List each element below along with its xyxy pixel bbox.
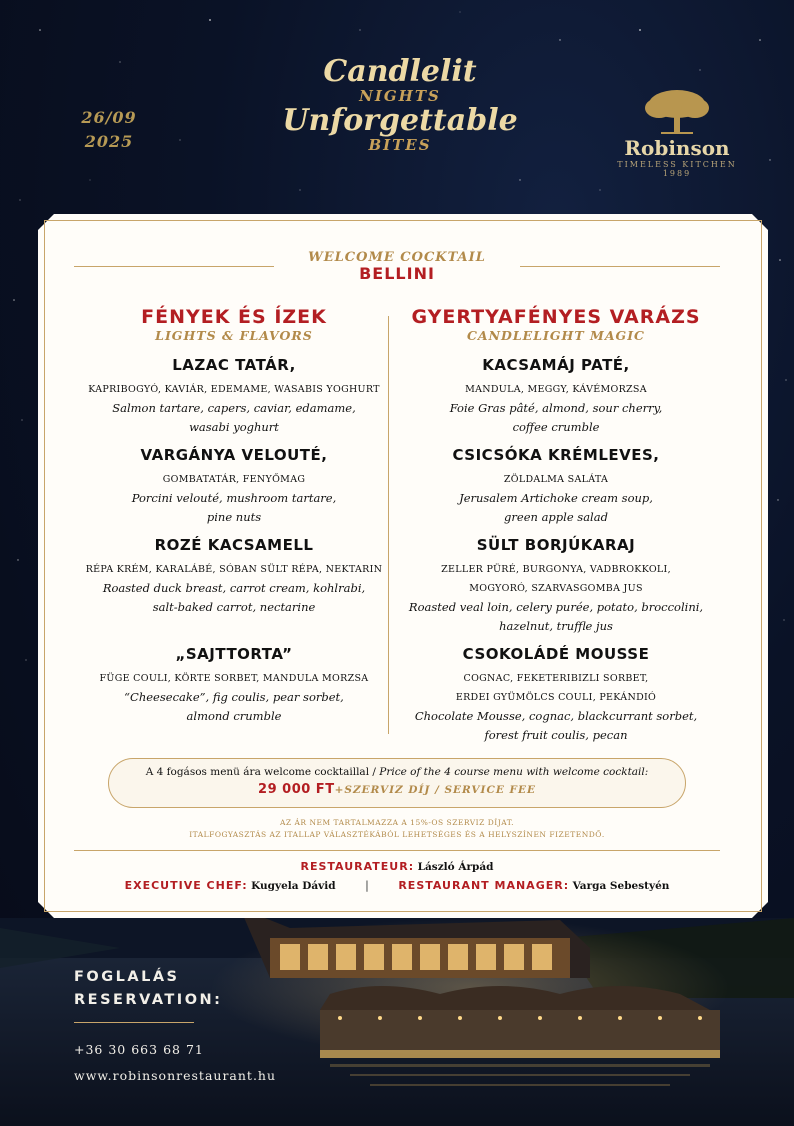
dish-ingredients: ERDEI GYÜMÖLCS COULI, PEKÁNDIÓ [455, 692, 657, 703]
menu-dish [398, 354, 714, 437]
menu-dish [398, 444, 714, 527]
menu-column-right [398, 306, 714, 356]
reservation-phone[interactable]: +36 30 663 68 71 [74, 1042, 204, 1057]
menu-dish [398, 643, 714, 745]
staff-divider [74, 850, 720, 851]
reservation-block [74, 966, 277, 1089]
price-box [108, 758, 686, 808]
dish-english: Foie Gras pâté, almond, sour cherry, [449, 401, 663, 415]
column-subtitle: LIGHTS & FLAVORS [155, 328, 313, 343]
menu-column-left [76, 306, 392, 356]
logo-tagline: TIMELESS KITCHEN [617, 160, 737, 169]
dish-english: salt-baked carrot, nectarine [152, 600, 316, 614]
logo-name: Robinson [624, 136, 730, 160]
reservation-title-en: RESERVATION: [74, 992, 223, 1008]
event-date [74, 106, 144, 154]
dish-english: Chocolate Mousse, cognac, blackcurrant sorbet, [414, 709, 698, 723]
chef-role: EXECUTIVE CHEF: [124, 879, 248, 892]
dish-name: SÜLT BORJÚKARAJ [476, 536, 636, 554]
dish-english: Roasted duck breast, carrot cream, kohlrabi, [102, 581, 366, 595]
restaurateur-name: László Árpád [417, 861, 494, 873]
title-bites: BITES [368, 136, 432, 154]
welcome-cocktail [100, 250, 694, 283]
dish-english: Roasted veal loin, celery purée, potato, broccolini, [408, 600, 704, 614]
reservation-divider [74, 1022, 194, 1023]
dish-name: „SAJTTORTA” [175, 645, 293, 663]
welcome-cocktail-label: WELCOME COCKTAIL [308, 250, 486, 265]
drinks-note: ITALFOGYASZTÁS AZ ITALLAP VÁLASZTÉKÁBÓL LEHETSÉGES ÉS A HELYSZÍNEN FIZETENDŐ. [189, 830, 605, 839]
dish-english: hazelnut, truffle jus [499, 619, 613, 633]
dish-english: Jerusalem Artichoke cream soup, [459, 491, 653, 505]
dish-english: wasabi yoghurt [189, 420, 279, 434]
menu-dish [76, 444, 392, 527]
price-amount-line [109, 780, 685, 800]
dish-ingredients: FÜGE COULI, KÖRTE SORBET, MANDULA MORZSA [99, 673, 369, 684]
staff-restaurateur [60, 858, 734, 876]
event-date-year: 2025 [84, 132, 134, 151]
restaurant-logo [602, 86, 752, 178]
menu-dish [76, 534, 392, 617]
tree-icon [637, 86, 717, 136]
service-fee: +SZERVIZ DÍJ / SERVICE FEE [334, 784, 536, 796]
dish-ingredients: COGNAC, FEKETERIBIZLI SORBET, [463, 673, 649, 684]
event-date-day: 26/09 [81, 108, 137, 127]
dish-ingredients: MOGYORÓ, SZARVASGOMBA JUS [469, 583, 643, 594]
dish-ingredients: ZELLER PÜRÉ, BURGONYA, VADBROKKOLI, [441, 564, 671, 575]
reservation-title-hu: FOGLALÁS [74, 969, 180, 985]
event-title [250, 56, 550, 154]
price-amount: 29 000 FT [258, 782, 335, 797]
dish-english: green apple salad [504, 510, 608, 524]
title-nights: NIGHTS [359, 87, 441, 105]
column-subtitle: CANDLELIGHT MAGIC [466, 328, 645, 343]
logo-year: 1989 [662, 169, 692, 178]
chef-name: Kugyela Dávid [251, 880, 336, 892]
staff-separator: | [365, 879, 369, 892]
dish-name: VARGÁNYA VELOUTÉ, [140, 446, 328, 464]
staff-chef-manager [60, 877, 734, 895]
dish-ingredients: MANDULA, MEGGY, KÁVÉMORZSA [465, 384, 647, 395]
dish-ingredients: GOMBATATÁR, FENYŐMAG [162, 474, 306, 485]
title-candlelit: Candlelit [323, 54, 477, 89]
column-title: FÉNYEK ÉS ÍZEK [141, 306, 327, 328]
dish-english: coffee crumble [512, 420, 600, 434]
dish-name: CSOKOLÁDÉ MOUSSE [462, 645, 650, 663]
dish-english: pine nuts [206, 510, 262, 524]
restaurateur-role: RESTAURATEUR: [300, 860, 415, 873]
title-unforgettable: Unforgettable [282, 103, 518, 138]
welcome-cocktail-drink: BELLINI [359, 264, 435, 283]
dish-english: “Cheesecake”, fig coulis, pear sorbet, [124, 690, 344, 704]
dish-english: forest fruit coulis, pecan [484, 728, 628, 742]
manager-name: Varga Sebestyén [572, 880, 670, 892]
reservation-website[interactable]: www.robinsonrestaurant.hu [74, 1068, 277, 1083]
price-description [109, 765, 685, 780]
menu-dish [76, 354, 392, 437]
price-description-en: Price of the 4 course menu with welcome cocktail: [379, 766, 649, 778]
dish-english: Porcini velouté, mushroom tartare, [131, 491, 337, 505]
column-title: GYERTYAFÉNYES VARÁZS [411, 306, 701, 328]
dish-ingredients: ZÖLDALMA SALÁTA [503, 474, 609, 485]
dish-ingredients: RÉPA KRÉM, KARALÁBÉ, SÓBAN SÜLT RÉPA, NEKTARIN [85, 564, 383, 575]
dish-name: ROZÉ KACSAMELL [154, 536, 314, 554]
menu-dish [398, 534, 714, 636]
price-description-hu: A 4 fogásos menü ára welcome cocktaillal / [145, 766, 380, 778]
dish-english: Salmon tartare, capers, caviar, edamame, [112, 401, 356, 415]
dish-english: almond crumble [186, 709, 282, 723]
dish-name: KACSAMÁJ PATÉ, [482, 356, 630, 374]
dish-name: CSICSÓKA KRÉMLEVES, [452, 446, 660, 464]
dish-ingredients: KAPRIBOGYÓ, KAVIÁR, EDEMAME, WASABIS YOGHURT [88, 384, 380, 395]
manager-role: RESTAURANT MANAGER: [398, 879, 570, 892]
service-fee-note: AZ ÁR NEM TARTALMAZZA A 15%-OS SZERVIZ DÍJAT. [279, 818, 515, 827]
menu-dish [76, 643, 392, 726]
dish-name: LAZAC TATÁR, [172, 356, 296, 374]
